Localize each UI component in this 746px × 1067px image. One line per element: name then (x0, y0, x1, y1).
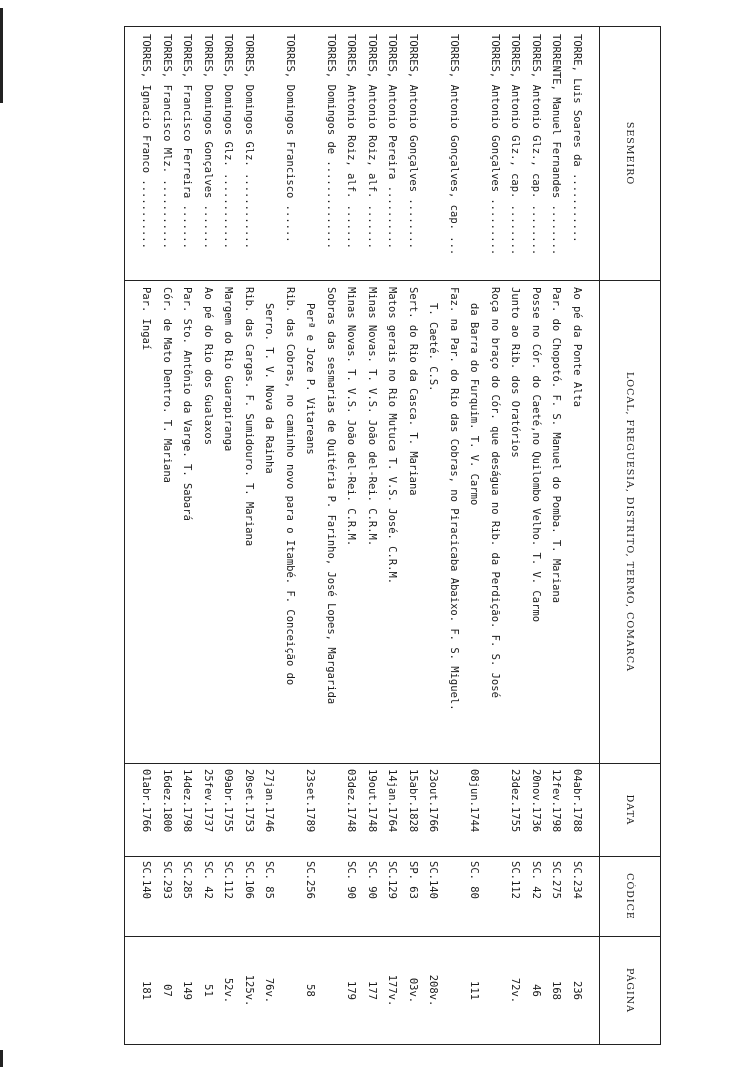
continuation-gap (280, 764, 301, 856)
location-text: Minas Novas. T. V.S. João del-Rei. C.R.M. (345, 287, 358, 547)
page-number: 149 (181, 981, 194, 1000)
codex-number: SC. 42 (530, 861, 542, 899)
entry-date: 12fev.1798 (550, 769, 563, 833)
continuation-gap (485, 937, 506, 1044)
location-text: Margem do Rio Guarapiranga (222, 287, 235, 452)
codex-number: SC.285 (181, 861, 194, 899)
page-number: 76v. (263, 977, 276, 1004)
location-text: Sert. do Rio da Casca. T. Mariana (407, 287, 419, 496)
continuation-gap (259, 27, 280, 280)
entry-date: 20set.1753 (243, 769, 255, 833)
codice-column (125, 857, 600, 937)
location-text: Par. Sto. Antônio da Varge. T. Sabará (181, 287, 194, 521)
page-number: 52v. (222, 977, 235, 1004)
entry-date: 16dez.1800 (161, 769, 173, 833)
sesmeiro-name: TORRES, Antonio Gonçalves, cap. ... (448, 34, 460, 256)
sesmeiro-name: TORRES, Domingos Glz. ............ (243, 34, 255, 249)
page-number: 179 (345, 981, 358, 1000)
location-text: Rib. das Cargas. F. Sumidouro. T. Mariana (243, 287, 255, 547)
page-number: 03v. (407, 977, 419, 1004)
continuation-gap (444, 857, 465, 936)
sesmeiro-name: TORRES, Francisco Ferreira ....... (181, 34, 194, 249)
header-codice: CÓDICE (600, 857, 661, 937)
header-data: DATA (600, 764, 661, 857)
entry-date: 20nov.1736 (530, 769, 542, 833)
page-number: 07 (161, 984, 173, 997)
location-text: Rib. das Cobras, no caminho novo para o Itambé. F. Conceição do (284, 287, 296, 686)
codex-number: SP. 63 (407, 861, 419, 899)
codex-number: SC.234 (571, 861, 583, 899)
entry-date: 04abr.1788 (571, 769, 583, 833)
codex-number: SC.112 (222, 861, 235, 899)
pagina-column (125, 937, 600, 1045)
sesmarias-register-page (124, 26, 661, 1044)
sesmeiro-name: TORRES, Antonio Pereira .......... (386, 34, 399, 249)
location-text: Roça no braço do Cór. que deságua no Rib. da Perdição. F. S. José (489, 287, 501, 698)
entry-date: 08jun.1744 (468, 769, 481, 833)
sesmeiro-name: TORRE, Luis Soares da ........... (571, 34, 583, 243)
scan-edge-mark-top (0, 8, 3, 103)
codex-number: SC.140 (140, 861, 153, 899)
page-number: 208v. (427, 974, 440, 1007)
location-text: Par. do Chopotó. F. S. Manuel do Pomba. T. Mariana (550, 287, 563, 604)
location-continuation: da Barra do Furquim. T. V. Carmo (468, 303, 481, 506)
sesmeiro-name: TORRES, Francisco Mlz. ........... (161, 34, 173, 249)
codex-number: SC.140 (427, 861, 440, 899)
header-pagina: PÁGINA (600, 937, 661, 1045)
location-continuation: T. Caeté. C.S. (427, 303, 440, 392)
location-text: Matos gerais no Rio Mutuca T. V.S. José. C.R.M. (386, 287, 399, 585)
codex-number: SC. 90 (345, 861, 358, 899)
location-text: Sobras das sesmarias de Quitéria P. Farinho, José Lopes, Margarida (325, 287, 337, 705)
sesmeiro-name: TORRES, Antonio Roiz, alf. ....... (345, 34, 358, 249)
codex-number: SC. 90 (366, 861, 378, 899)
codex-number: SC.275 (550, 861, 563, 899)
entry-date: 25fev.1737 (202, 769, 214, 833)
location-text: Faz. na Par. do Rio das Cobras, no Piracicaba Abaixo. F. S. Miguel. (448, 287, 460, 711)
continuation-gap (321, 764, 342, 856)
codex-number: SC.256 (304, 861, 317, 899)
page-number: 111 (468, 981, 481, 1000)
codex-number: SC. 85 (263, 861, 276, 899)
sesmeiro-name: TORRES, Antonio Gonçalves ........ (407, 34, 419, 249)
continuation-gap (444, 937, 465, 1044)
location-text: Junto ao Rib. dos Oratórios (509, 287, 522, 458)
sesmeiro-name: TORRES, Domingos Gonçalves ....... (202, 34, 214, 249)
entry-date: 09abr.1755 (222, 769, 235, 833)
entry-date: 15abr.1828 (407, 769, 419, 833)
entry-date: 23out.1766 (427, 769, 440, 833)
scan-edge-mark-bottom (0, 1050, 3, 1067)
data-column (125, 764, 600, 857)
entry-date: 14dez.1798 (181, 769, 194, 833)
codex-number: SC.129 (386, 861, 399, 899)
sesmeiro-column (125, 27, 600, 281)
page-number: 177 (366, 981, 378, 1000)
entry-date: 19out.1748 (366, 769, 378, 833)
location-text: Ao pé do Rio dos Gualaxos (202, 287, 214, 446)
location-continuation: Serro. T. V. Nova da Rainha (263, 303, 276, 474)
location-text: Minas Novas. T. V.S. João del-Rei. C.R.M. (366, 287, 378, 547)
continuation-gap (485, 857, 506, 936)
location-text: Ao pé da Ponte Alta (571, 287, 583, 408)
sesmeiro-name: TORRES, Antonio Glz., cap. ........ (509, 34, 522, 256)
continuation-gap (444, 764, 465, 856)
location-continuation: Perª e Joze P. Vitareans (304, 303, 317, 455)
continuation-gap (321, 857, 342, 936)
sesmeiro-name: TORRES, Domingos Francisco ...... (284, 34, 296, 243)
table-body (125, 27, 600, 1045)
header-row (600, 27, 661, 1045)
page-number: 236 (571, 981, 583, 1000)
entry-date: 27jan.1746 (263, 769, 276, 833)
location-text: Posse no Cór. do Caeté,no Quilombo Velho. T. V. Carmo (530, 287, 542, 623)
entry-date: 01abr.1766 (140, 769, 153, 833)
page-number: 177v. (386, 974, 399, 1007)
codex-number: SC.106 (243, 861, 255, 899)
local-column (125, 281, 600, 764)
entry-date: 03dez.1748 (345, 769, 358, 833)
entry-date: 14jan.1764 (386, 769, 399, 833)
codex-number: SC. 42 (202, 861, 214, 899)
page-number: 51 (202, 984, 214, 997)
sesmeiro-name: TORRENTE, Manuel Fernandes ........ (550, 34, 563, 256)
codex-number: SC.293 (161, 861, 173, 899)
continuation-gap (423, 27, 444, 280)
codex-number: SC. 80 (468, 861, 481, 899)
continuation-gap (464, 27, 485, 280)
page-number: 168 (550, 981, 563, 1000)
page-number: 58 (304, 984, 317, 997)
page-number: 72v. (509, 977, 522, 1004)
continuation-gap (280, 857, 301, 936)
continuation-gap (485, 764, 506, 856)
sesmeiro-name: TORRES, Antonio Glz., cap. ........ (530, 34, 542, 256)
entry-date: 23set.1789 (304, 769, 317, 833)
sesmeiro-name: TORRES, Antonio Roiz, alf. ....... (366, 34, 378, 249)
page-number: 125v. (243, 974, 255, 1007)
continuation-gap (321, 937, 342, 1044)
location-text: Cór. de Mato Dentro. T. Mariana (161, 287, 173, 483)
sesmeiro-name: TORRES, Antonio Gonçalves ......... (489, 34, 501, 256)
location-text: Par. Ingaí (140, 287, 153, 351)
sesmeiro-name: TORRES, Ignacio Franco ........... (140, 34, 153, 249)
page-number: 46 (530, 984, 542, 997)
continuation-gap (280, 937, 301, 1044)
codex-number: SC.112 (509, 861, 522, 899)
sesmeiro-name: TORRES, Domingos de .............. (325, 34, 337, 249)
sesmeiro-name: TORRES, Domingos Glz. ............ (222, 34, 235, 249)
sesmarias-table (124, 26, 661, 1045)
page-number: 181 (140, 981, 153, 1000)
entry-date: 23dez.1755 (509, 769, 522, 833)
header-sesmeiro: SESMEIRO (600, 27, 661, 281)
header-local: LOCAL, FREGUESIA, DISTRITO, TERMO, COMARCA (600, 281, 661, 764)
continuation-gap (300, 27, 321, 280)
